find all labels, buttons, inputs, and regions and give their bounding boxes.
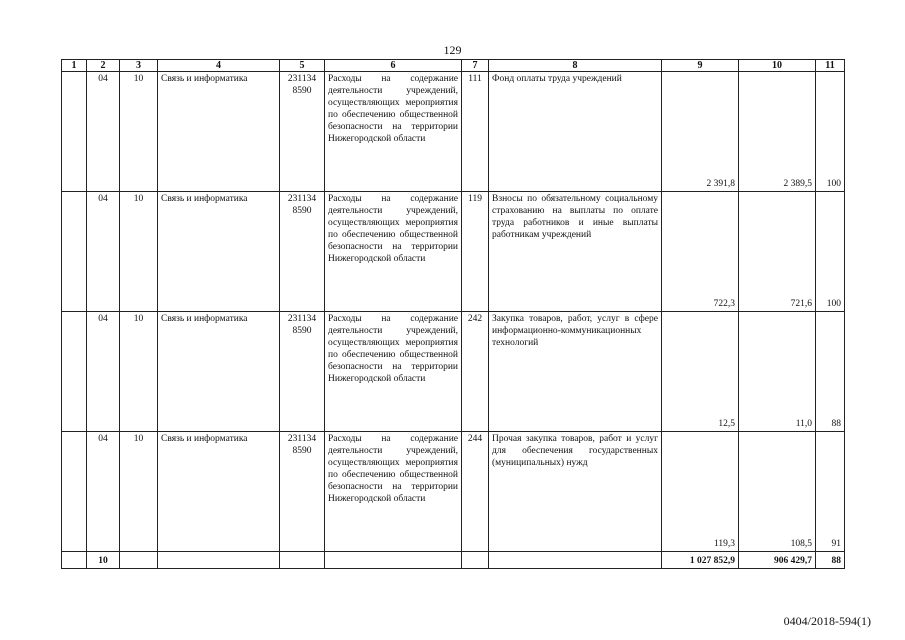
cell-planned: 722,3 — [662, 192, 739, 312]
budget-table — [61, 59, 845, 569]
cell-section-name: Связь и информатика — [158, 312, 280, 432]
cell-actual: 11,0 — [739, 312, 816, 432]
cell-subsection: 10 — [120, 192, 158, 312]
column-header: 2 — [87, 60, 120, 72]
cell-percent: 91 — [816, 432, 845, 552]
cell-expense-name: Фонд оплаты труда учреждений — [489, 72, 662, 192]
cell-section-name: Связь и информатика — [158, 72, 280, 192]
cell-expense-type: 111 — [462, 72, 489, 192]
cell-percent: 100 — [816, 192, 845, 312]
cell-target-article: 231134 8590 — [280, 72, 325, 192]
cell-empty — [62, 312, 87, 432]
document-id: 0404/2018-594(1) — [783, 614, 871, 628]
cell-percent: 100 — [816, 72, 845, 192]
cell-article-name: Расходы на содержание деятельности учреждений, осуществляющих мероприятия по обеспечению общественной безопасности на территории Нижегородской области — [325, 312, 462, 432]
column-header: 1 — [62, 60, 87, 72]
cell-subsection: 10 — [120, 432, 158, 552]
cell-planned: 119,3 — [662, 432, 739, 552]
cell-target-article: 231134 8590 — [280, 432, 325, 552]
cell-section: 04 — [87, 432, 120, 552]
cell-planned: 2 391,8 — [662, 72, 739, 192]
cell-article-name: Расходы на содержание деятельности учреждений, осуществляющих мероприятия по обеспечению общественной безопасности на территории Нижегородской области — [325, 192, 462, 312]
column-header: 10 — [739, 60, 816, 72]
cell-expense-type: 244 — [462, 432, 489, 552]
cell-section: 04 — [87, 312, 120, 432]
cell-empty — [489, 552, 662, 569]
column-header: 6 — [325, 60, 462, 72]
cell-actual: 108,5 — [739, 432, 816, 552]
cell-article-name: Расходы на содержание деятельности учреждений, осуществляющих мероприятия по обеспечению общественной безопасности на территории Нижегородской области — [325, 72, 462, 192]
cell-subsection: 10 — [120, 312, 158, 432]
cell-empty — [62, 432, 87, 552]
cell-percent: 88 — [816, 312, 845, 432]
cell-actual: 2 389,5 — [739, 72, 816, 192]
total-actual: 906 429,7 — [739, 552, 816, 569]
cell-subsection: 10 — [120, 72, 158, 192]
table-row — [62, 72, 845, 192]
cell-expense-type: 119 — [462, 192, 489, 312]
cell-empty — [325, 552, 462, 569]
cell-actual: 721,6 — [739, 192, 816, 312]
column-header: 5 — [280, 60, 325, 72]
cell-expense-type: 242 — [462, 312, 489, 432]
cell-expense-name: Взносы по обязательному социальному страхованию на выплаты по оплате труда работников и иные выплаты работникам учреждений — [489, 192, 662, 312]
total-planned: 1 027 852,9 — [662, 552, 739, 569]
cell-empty — [280, 552, 325, 569]
column-header: 8 — [489, 60, 662, 72]
table-row — [62, 432, 845, 552]
cell-section-name: Связь и информатика — [158, 432, 280, 552]
total-subsection: 10 — [87, 552, 120, 569]
cell-empty — [62, 552, 87, 569]
table-row — [62, 192, 845, 312]
column-header: 11 — [816, 60, 845, 72]
total-row — [62, 552, 845, 569]
cell-target-article: 231134 8590 — [280, 192, 325, 312]
cell-empty — [158, 552, 280, 569]
cell-empty — [62, 72, 87, 192]
cell-section: 04 — [87, 192, 120, 312]
cell-target-article: 231134 8590 — [280, 312, 325, 432]
total-percent: 88 — [816, 552, 845, 569]
header-row — [62, 60, 845, 72]
page-number: 129 — [443, 43, 462, 57]
table-row — [62, 312, 845, 432]
cell-expense-name: Прочая закупка товаров, работ и услуг для обеспечения государственных (муниципальных) нужд — [489, 432, 662, 552]
column-header: 9 — [662, 60, 739, 72]
cell-empty — [120, 552, 158, 569]
cell-section-name: Связь и информатика — [158, 192, 280, 312]
cell-section: 04 — [87, 72, 120, 192]
cell-empty — [462, 552, 489, 569]
column-header: 4 — [158, 60, 280, 72]
cell-empty — [62, 192, 87, 312]
cell-article-name: Расходы на содержание деятельности учреждений, осуществляющих мероприятия по обеспечению общественной безопасности на территории Нижегородской области — [325, 432, 462, 552]
cell-expense-name: Закупка товаров, работ, услуг в сфере информационно-коммуникационных технологий — [489, 312, 662, 432]
column-header: 3 — [120, 60, 158, 72]
cell-planned: 12,5 — [662, 312, 739, 432]
column-header: 7 — [462, 60, 489, 72]
